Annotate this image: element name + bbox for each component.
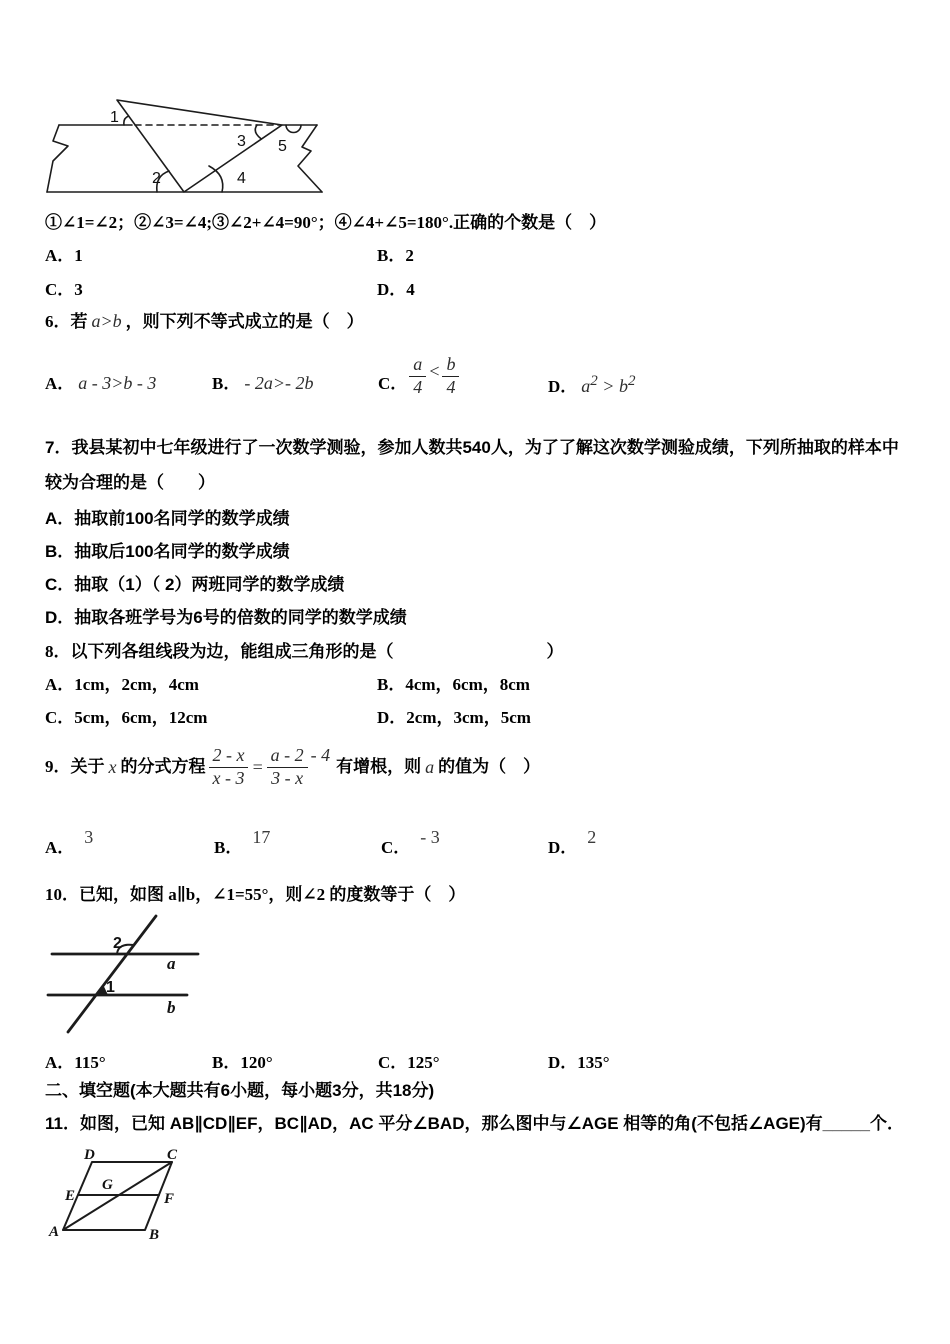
equals-sign: =	[251, 756, 264, 777]
angle2-label: 2	[113, 935, 122, 952]
fraction: $\frac{b}{4}$	[442, 355, 459, 398]
q6-option-a: A． a - 3>b - 3	[45, 373, 157, 393]
q6-option-c: C． $\frac{a}{4}$ < $\frac{b}{4}$	[378, 340, 461, 398]
fraction: $\frac{a - 2}{3 - x}$	[267, 746, 308, 789]
q6-option-d: D． $a^2 > b^2$	[548, 373, 636, 396]
point-e-label: E	[65, 1188, 76, 1204]
angle3-arc	[255, 125, 261, 139]
q9-option-b: B．17	[214, 827, 271, 857]
q10-option-d: D．135°	[548, 1053, 610, 1072]
strip-left-tear	[47, 125, 68, 192]
point-f-label: F	[164, 1191, 175, 1207]
angle3-label: 3	[237, 133, 246, 150]
angle1-label: 1	[110, 109, 119, 126]
q8-option-b: B．4cm，6cm，8cm	[377, 675, 530, 694]
q9-statement: 9．关于 x 的分式方程 $\frac{2 - x}{x - 3}$ = $\frac{a - 2}{3 - x}$ - 4 有增根，则 a 的值为（ ）	[45, 744, 541, 788]
angle4-arc	[209, 166, 223, 192]
q9-option-a: A．3	[45, 827, 94, 857]
q7-option-a: A．抽取前100名同学的数学成绩	[45, 509, 290, 528]
q6-text-2: ，则下列不等式成立的是（ ）	[125, 312, 364, 331]
point-c-label: C	[167, 1147, 178, 1163]
line-b-label: b	[167, 998, 176, 1017]
fraction: $\frac{a}{4}$	[409, 355, 426, 398]
q7-statement-line1: 7．我县某初中七年级进行了一次数学测验，参加人数共540人，为了了解这次数学测验成绩，下列所抽取的样本中	[45, 438, 899, 457]
angle4-label: 4	[237, 170, 246, 187]
q8-statement: 8．以下列各组线段为边，能组成三角形的是（ ）	[45, 642, 564, 661]
q7-option-c: C．抽取（1）（ 2）两班同学的数学成绩	[45, 575, 345, 594]
q8-option-c: C．5cm，6cm，12cm	[45, 708, 208, 727]
point-a-label: A	[49, 1224, 60, 1240]
q9-option-d: D．2	[548, 827, 597, 857]
angle5-arc	[286, 125, 301, 133]
q10-option-b: B．120°	[212, 1053, 273, 1072]
line-a-label: a	[167, 954, 176, 973]
parallelogram-figure	[35, 1145, 185, 1245]
section2-title: 二、填空题(本大题共有6小题，每小题3分，共18分)	[45, 1081, 435, 1100]
point-g-label: G	[102, 1177, 113, 1193]
q7-option-d: D．抽取各班学号为6号的倍数的同学的数学成绩	[45, 608, 407, 627]
q5-option-b: B．2	[377, 246, 414, 265]
q6-inline-math: a>b	[91, 311, 122, 331]
q7-statement-line2: 较为合理的是（ ）	[45, 473, 215, 492]
math-x: x	[108, 756, 117, 777]
angle1-arc	[124, 116, 129, 125]
parallel-lines-figure	[40, 910, 210, 1040]
q8-option-d: D．2cm，3cm，5cm	[377, 708, 531, 727]
point-d-label: D	[84, 1147, 95, 1163]
q6-option-b: B． - 2a>- 2b	[212, 373, 314, 393]
point-b-label: B	[149, 1227, 160, 1243]
q8-option-a: A．1cm，2cm，4cm	[45, 675, 199, 694]
q7-option-b: B．抽取后100名同学的数学成绩	[45, 542, 290, 561]
q5-statement: ①∠1=∠2；②∠3=∠4;③∠2+∠4=90°；④∠4+∠5=180°.正确的个数是（ ）	[45, 213, 607, 232]
q6-statement	[45, 310, 364, 333]
q9-option-c: C．- 3	[381, 827, 440, 857]
q10-option-c: C．125°	[378, 1053, 440, 1072]
strip-right-tear	[298, 125, 322, 192]
triangle	[117, 100, 282, 192]
angle1-label: 1	[106, 979, 115, 996]
q5-option-d: D．4	[377, 280, 415, 299]
math-a: a	[425, 756, 435, 777]
strip-triangles-figure	[40, 85, 330, 200]
q11-statement: 11．如图，已知 AB∥CD∥EF，BC∥AD，AC 平分∠BAD，那么图中与∠AGE 相等的角(不包括∠AGE)有_____个．	[45, 1114, 904, 1133]
angle2-label: 2	[152, 170, 161, 187]
q6-text-1: 6．若	[45, 312, 88, 331]
q5-option-a: A．1	[45, 246, 83, 265]
q10-option-a: A．115°	[45, 1053, 106, 1072]
fraction: $\frac{2 - x}{x - 3}$	[209, 746, 249, 789]
minus-four: - 4	[310, 744, 331, 765]
q5-option-c: C．3	[45, 280, 83, 299]
q10-statement: 10．已知，如图 a∥b，∠1=55°，则∠2 的度数等于（ ）	[45, 885, 466, 904]
angle5-label: 5	[278, 138, 287, 155]
transversal	[68, 916, 156, 1032]
